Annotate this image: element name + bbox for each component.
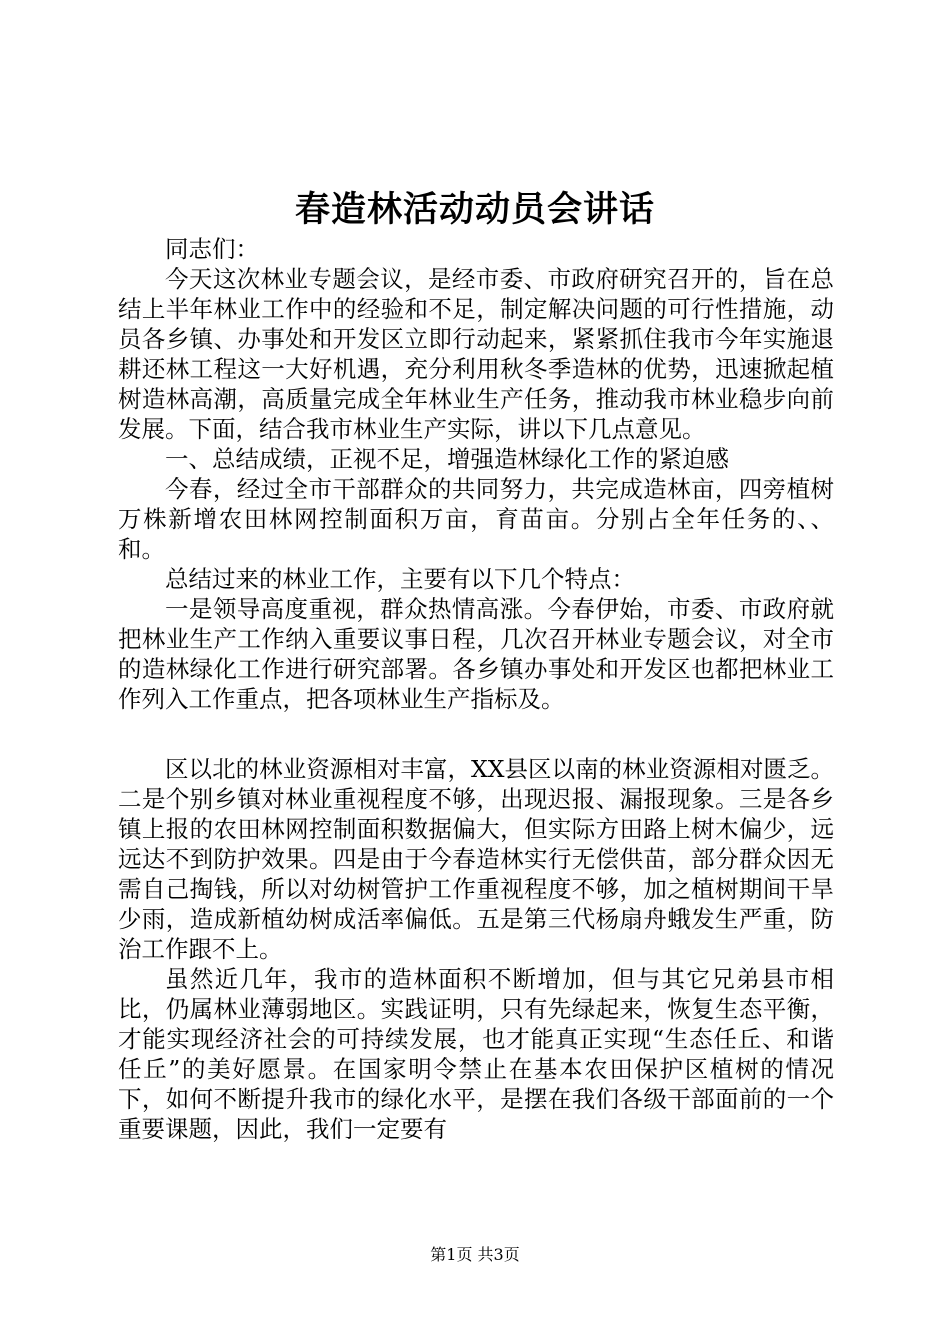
problems-paragraph: 区以北的林业资源相对丰富，XX县区以南的林业资源相对匮乏。二是个别乡镇对林业重视程度不够，出现迟报、漏报现象。三是各乡镇上报的农田林网控制面积数据偏大，但实际方田路上树木偏少，远远达不到防护效果。四是由于今春造林实行无偿供苗，部分群众因无需自己掏钱，所以对幼树管护工作重视程度不够，加之植树期间干旱少雨，造成新植幼树成活率偏低。五是第三代杨扇舟蛾发生严重，防治工作跟不上。 xyxy=(118,755,834,963)
salutation-paragraph: 同志们： xyxy=(165,235,259,263)
intro-paragraph: 今天这次林业专题会议，是经市委、市政府研究召开的，旨在总结上半年林业工作中的经验和不足，制定解决问题的可行性措施，动员各乡镇、办事处和开发区立即行动起来，紧紧抓住我市今年实施退耕还林工程这一大好机遇，充分利用秋冬季造林的优势，迅速掀起植树造林高潮，高质量完成全年林业生产任务，推动我市林业稳步向前发展。下面，结合我市林业生产实际，讲以下几点意见。 xyxy=(118,265,834,443)
page-footer: 第1页 共3页 xyxy=(430,1245,520,1264)
outlook-paragraph: 虽然近几年，我市的造林面积不断增加，但与其它兄弟县市相比，仍属林业薄弱地区。实践证明，只有先绿起来，恢复生态平衡，才能实现经济社会的可持续发展，也才能真正实现“生态任丘、和谐任丘”的美好愿景。在国家明令禁止在基本农田保护区植树的情况下，如何不断提升我市的绿化水平，是摆在我们各级干部面前的一个重要课题，因此，我们一定要有 xyxy=(118,965,834,1143)
features-intro-paragraph: 总结过来的林业工作，主要有以下几个特点： xyxy=(165,565,635,593)
document-body xyxy=(118,234,834,1144)
section-heading: 一、总结成绩，正视不足，增强造林绿化工作的紧迫感 xyxy=(165,445,729,473)
achievements-paragraph: 今春，经过全市干部群众的共同努力，共完成造林亩，四旁植树万株新增农田林网控制面积万亩，育苗亩。分别占全年任务的、、和。 xyxy=(118,475,834,563)
document-title: 春造林活动动员会讲话 xyxy=(294,189,655,230)
feature-one-paragraph: 一是领导高度重视，群众热情高涨。今春伊始，市委、市政府就把林业生产工作纳入重要议事日程，几次召开林业专题会议，对全市的造林绿化工作进行研究部署。各乡镇办事处和开发区也都把林业工作列入工作重点，把各项林业生产指标及。 xyxy=(118,595,834,713)
